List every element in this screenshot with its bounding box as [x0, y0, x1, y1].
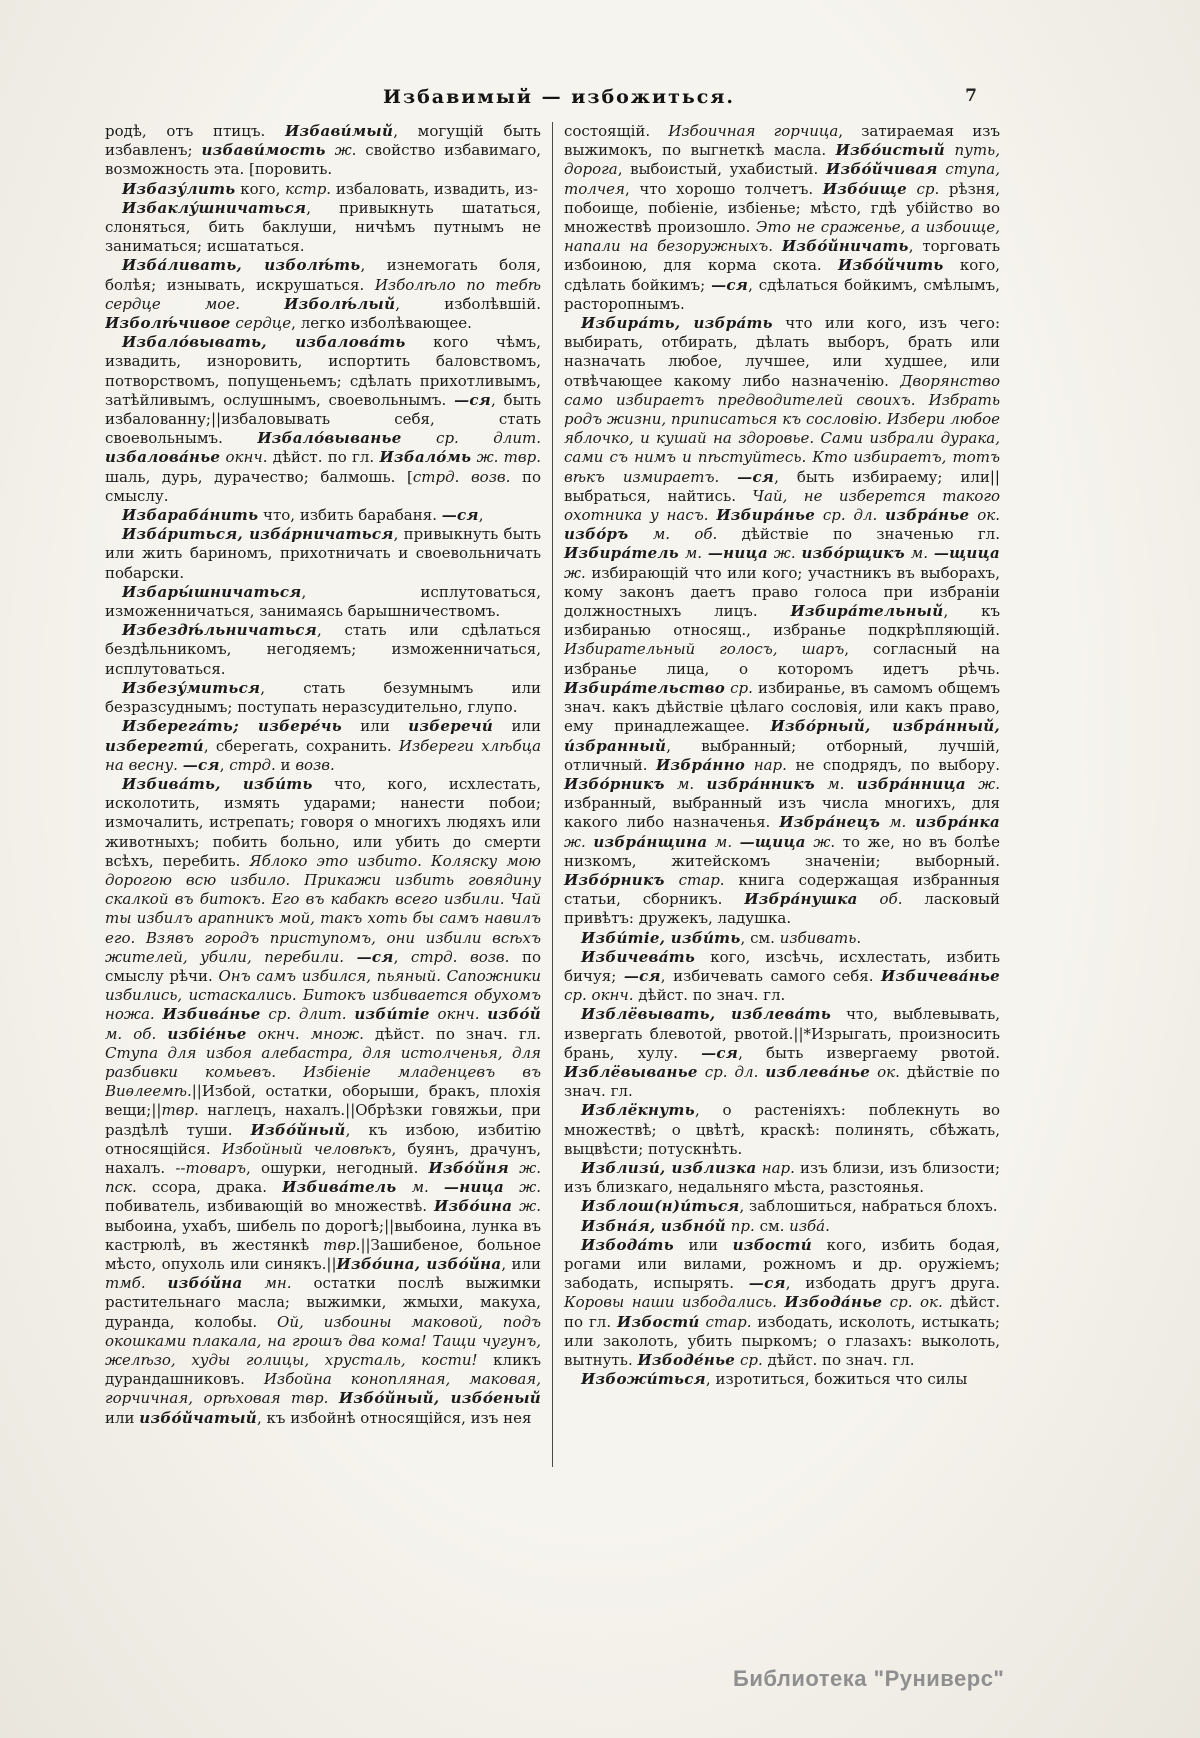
right-column: [553, 122, 1000, 1474]
dictionary-paragraph: состоящій. Избоичная горчица, затираемая изъ выжимокъ, по выгнеткѣ масла. Избо́истый путь, дорога, выбоистый, ухабистый. Избо́йчивая ступа, толчея, что хорошо толчетъ. Избо́ище ср. рѣзня, побоище, побіеніе, избіенье; мѣсто, гдѣ убійство во множествѣ произошло. Это не сраженье, а избоище, напали на безоружныхъ. Избо́йничать, торговать избоиною, для корма скота. Избо́йчить кого, сдѣлать бойкимъ; —ся, сдѣлаться бойкимъ, смѣлымъ, расторопнымъ.: [564, 122, 1000, 313]
page-number: 7: [965, 86, 977, 106]
library-watermark: Библиотека "Руниверс": [733, 1666, 1005, 1691]
dictionary-paragraph: Изба́ливать, изболѣ́ть, изнемогать боля, болѣя; изнывать, искрушаться. Изболѣло по тебѣ сердце мое. Изболѣ́лый, изболѣвшій. Изболѣ́чивое сердце, легко изболѣвающее.: [105, 256, 541, 333]
dictionary-paragraph: Избезу́миться, стать безумнымъ или безразсуднымъ; поступать неразсудительно, глупо.: [105, 678, 541, 717]
running-head: [105, 86, 1013, 108]
page-header-title: Избавимый — избожиться.: [383, 86, 735, 108]
dictionary-paragraph: Избездѣ́льничаться, стать или сдѣлаться бездѣльникомъ, негодяемъ; изможенничаться, исплутоваться.: [105, 621, 541, 678]
dictionary-paragraph: Изблёкнуть, о растеніяхъ: поблекнуть во множествѣ; о цвѣтѣ, краскѣ: полинять, сбѣжать, выцвѣсти; потускнѣть.: [564, 1101, 1000, 1158]
left-column: [105, 122, 552, 1474]
dictionary-paragraph: Изба́риться, изба́рничаться, привыкнуть быть или жить бариномъ, прихотничать и своевольничать побарски.: [105, 525, 541, 582]
dictionary-paragraph: Избода́ть или избости́ кого, избить бодая, рогами или вилами, рожномъ и др. оружіемъ; забодать, испырять. —ся, избодать другъ друга. Коровы наши избодались. Избода́нье ср. ок. дѣйст. по гл. Избости́ стар. избодать, исколоть, истыкать; или заколоть, убить пыркомъ; о глазахъ: выколоть, вытнуть. Избоде́нье ср. дѣйст. по знач. гл.: [564, 1235, 1000, 1369]
dictionary-paragraph: Избожи́ться, изротиться, божиться что силы: [581, 1370, 968, 1389]
text-columns: [105, 122, 1013, 1474]
dictionary-paragraph: Избира́ть, избра́ть что или кого, изъ чего: выбирать, отбирать, дѣлать выборъ, брать или назначать любое, лучшее, или худшее, или отвѣчающее какому либо назначенію. Дворянство само избираетъ предводителей своихъ. Избрать родъ жизни, приписаться къ сословію. Избери любое яблочко, и кушай на здоровье. Сами избрали дурака, сами съ нимъ и пѣстуйтесь. Кто избираетъ, тотъ вѣкъ измираетъ. —ся, быть избираему; или||выбраться, найтись. Чай, не изберется такого охотника у насъ. Избира́нье ср. дл. избра́нье ок. избо́ръ м. об. дѣйствіе по значенью гл. Избира́тель м. —ница ж. избо́рщикъ м. —щица ж. избирающій что или кого; участникъ въ выборахъ, кому законъ даетъ право голоса при избраніи должностныхъ лицъ. Избира́тельный, къ избиранью относящ., избранье подкрѣпляющій. Избирательный голосъ, шаръ, согласный на избранье лица, о которомъ идетъ рѣчь. Избира́тельство ср. избиранье, въ самомъ общемъ знач. какъ дѣйствіе цѣлаго сословія, или какъ право, ему принадлежащее. Избо́рный, избра́нный, и́збранный, выбранный; отборный, лучшій, отличный. Избра́нно нар. не сподрядъ, по выбору. Избо́рникъ м. избра́нникъ м. избра́нница ж. избранный, выбранный изъ числа многихъ, для какого либо назначенья. Избра́нецъ м. избра́нка ж. избра́нщина м. —щица ж. то же, но въ болѣе низкомъ, житейскомъ значеніи; выборный. Избо́рникъ стар. книга содержащая избранныя статьи, сборникъ. Избра́нушка об. ласковый привѣтъ: дружекъ, ладушка.: [564, 314, 1000, 928]
dictionary-paragraph: Избараба́нить что, избить барабаня. —ся,: [122, 506, 484, 525]
dictionary-paragraph: родѣ, отъ птицъ. Избави́мый, могущій быть избавленъ; избави́мость ж. свойство избавимаго, возможность эта. [поровить.: [105, 122, 541, 179]
dictionary-paragraph: Изби́тіе, изби́ть, см. избивать.: [581, 928, 862, 947]
dictionary-paragraph: Изблизи́, изблизка нар. изъ близи, изъ близости; изъ близкаго, недальняго мѣста, разстоянья.: [564, 1158, 1000, 1197]
dictionary-paragraph: Избичева́ть кого, изсѣчь, исхлестать, избить бичуя; —ся, избичевать самого себя. Избичева́нье ср. окнч. дѣйст. по знач. гл.: [564, 947, 1000, 1005]
dictionary-paragraph: Избива́ть, изби́ть что, кого, исхлестать, исколотить, измять ударами; нанести побои; измочалить, истрепать; говоря о многихъ людяхъ или животныхъ; побить больно, или убить до смерти всѣхъ, перебить. Яблоко это избито. Коляску мою дорогою всю избило. Прикажи избить говядину скалкой въ битокъ. Его въ кабакѣ всего избили. Чай ты избилъ арапникъ мой, такъ хоть бы самъ навилъ его. Взявъ городъ приступомъ, они избили всѣхъ жителей, убили, перебили. —ся, стрд. возв. по смыслу рѣчи. Онъ самъ избился, пьяный. Сапожники избились, истаскались. Битокъ избивается обухомъ ножа. Избива́нье ср. длит. изби́тіе окнч. избо́й м. об. избіе́нье окнч. множ. дѣйст. по знач. гл. Ступа для избоя алебастра, для истолченья, для разбивки комьевъ. Избіеніе младенцевъ въ Виѳлеемѣ.||Избой, остатки, оборыши, бракъ, плохія вещи;||твр. наглецъ, нахалъ.||Обрѣзки говяжьи, при раздѣлѣ туши. Избо́йный, къ избою, избитію относящійся. Избойный человѣкъ, буянъ, драчунъ, нахалъ. --товаръ, ошурки, негодный. Избо́йня ж. пск. ссора, драка. Избива́тель м. —ница ж. побиватель, избивающій во множествѣ. Избо́ина ж. выбоина, ухабъ, шибель по дорогѣ;||выбоина, лунка въ кастрюлѣ, въ жестянкѣ твр.||Зашибеное, больное мѣсто, опухоль или синякъ.||Избо́ина, избо́йна, или тмб. избо́йна мн. остатки послѣ выжимки растительнаго масла; выжимки, жмыхи, макуха, дуранда, колобы. Ой, избоины маковой, подъ окошками плакала, на грошъ два кома! Тащи чугунъ, желѣзо, худы голицы, хрусталь, кости! кликъ дурандашниковъ. Избойна конопляная, маковая, горчичная, орѣховая твр. Избо́йный, избо́еный или избо́йчатый, къ избойнѣ относящійся, изъ нея: [105, 774, 542, 1427]
dictionary-paragraph: Изблёвывать, изблева́ть что, выблевывать, извергать блевотой, рвотой.||*Изрыгать, произносить брань, хулу. —ся, быть извергаему рвотой. Изблёвыванье ср. дл. изблева́нье ок. дѣйствіе по знач. гл.: [564, 1005, 1000, 1101]
dictionary-paragraph: Избазу́лить кого, кстр. избаловать, извадить, из-: [122, 179, 538, 198]
dictionary-paragraph: Избары́шничаться, исплутоваться, изможенничаться, занимаясь барышничествомъ.: [105, 582, 541, 621]
dictionary-paragraph: Изберега́ть; избере́чь или изберечи́ или изберегти́, сберегать, сохранить. Избереги хлѣбца на весну. —ся, стрд. и возв.: [105, 717, 542, 774]
dictionary-paragraph: Избаклу́шничаться, привыкнуть шататься, слоняться, бить баклуши, ничѣмъ путнымъ не заниматься; исшататься.: [105, 198, 541, 256]
dictionary-paragraph: Избало́вывать, избалова́ть кого чѣмъ, извадить, изноровить, испортить баловствомъ, потворствомъ, попущеньемъ; сдѣлать прихотливымъ, затѣйливымъ, ослушнымъ, своевольнымъ. —ся, быть избалованну;||избаловывать себя, стать своевольнымъ. Избало́выванье ср. длит. избалова́нье окнч. дѣйст. по гл. Избало́мь ж. твр. шаль, дурь, дурачество; балмошь. [стрд. возв. по смыслу.: [105, 333, 542, 505]
dictionary-paragraph: Изблош(н)и́ться, заблошиться, набраться блохъ.: [581, 1197, 998, 1216]
dictionary-paragraph: Избна́я, избно́й пр. см. изба́.: [581, 1216, 830, 1235]
